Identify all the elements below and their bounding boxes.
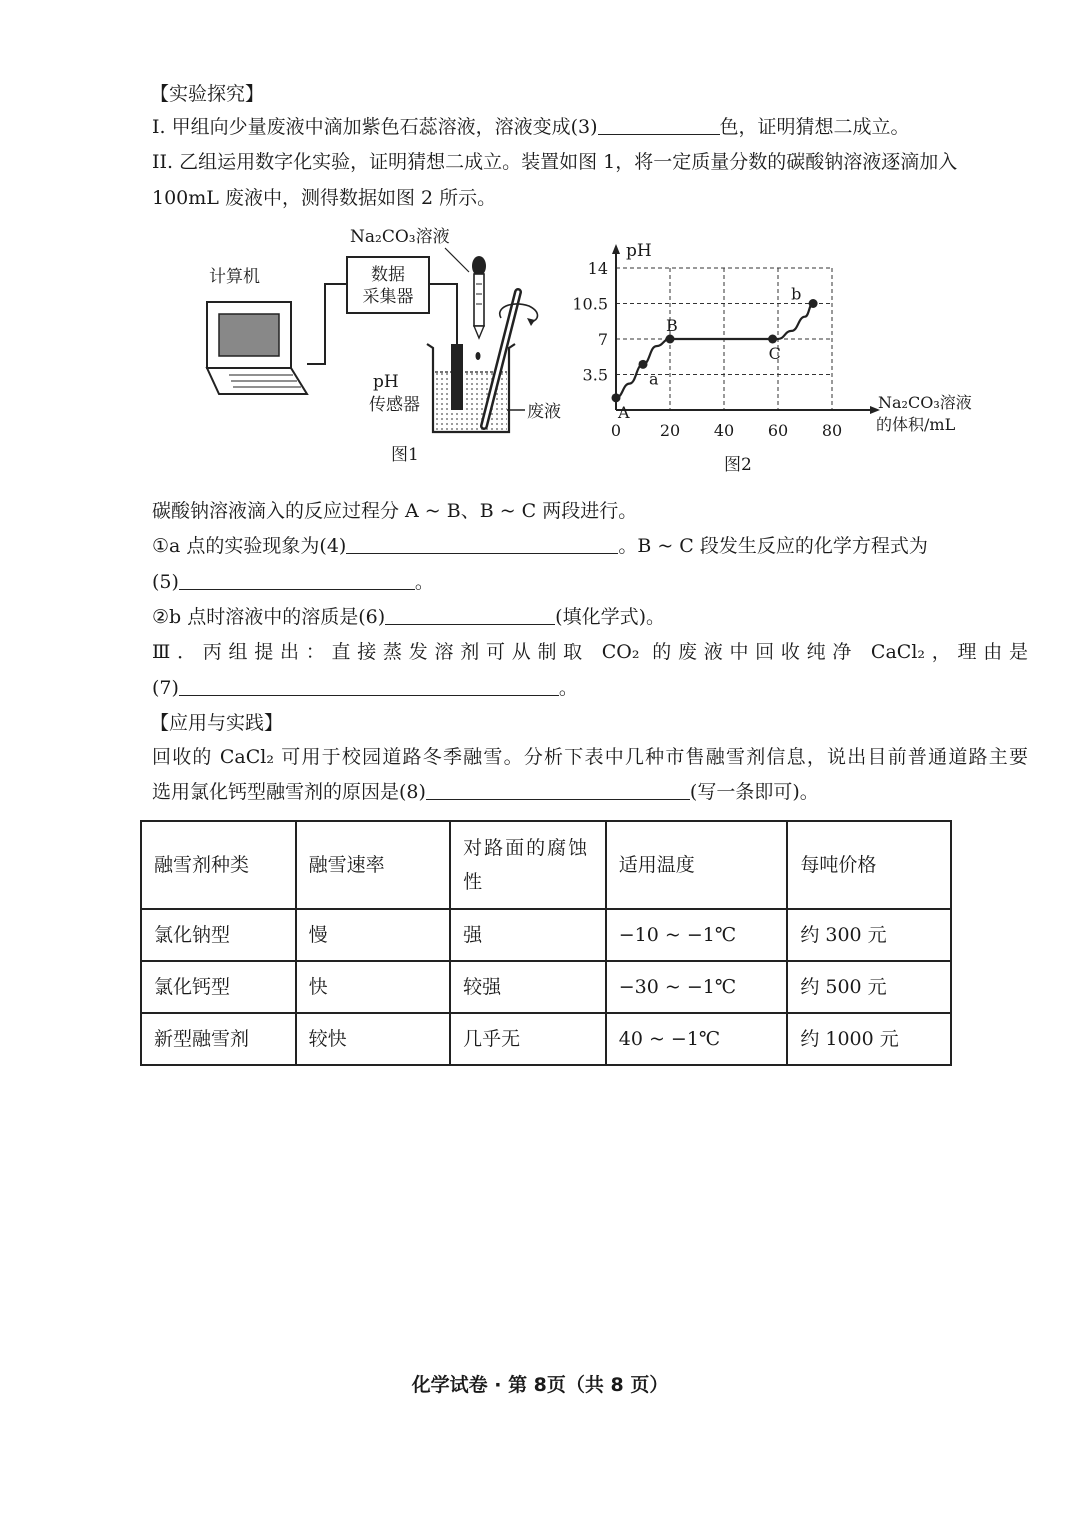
question-3-tail: 色，证明猜想二成立。	[719, 116, 910, 138]
question-8-text: 选用氯化钙型融雪剂的原因是(8)	[152, 781, 426, 803]
table-row	[141, 909, 951, 961]
x-tick-label: 20	[659, 421, 681, 440]
collector-label-1: 数据	[371, 265, 405, 285]
computer-label: 计算机	[209, 267, 260, 287]
question-7-text: (7)	[152, 677, 179, 699]
table-cell: 氯化钙型	[141, 961, 296, 1013]
data-point	[809, 299, 818, 308]
table-cell: 慢	[296, 909, 451, 961]
table-cell: 较强	[450, 961, 606, 1013]
table-header: 融雪剂种类	[141, 821, 296, 909]
y-tick-label: 10.5	[572, 294, 608, 314]
answer-blank-6[interactable]	[385, 604, 555, 625]
x-axis-label-line1: Na₂CO₃溶液	[878, 393, 972, 412]
table-cell: 几乎无	[450, 1013, 606, 1065]
data-point	[612, 393, 621, 402]
question-iii-line1: Ⅲ．丙组提出：直接蒸发溶剂可从制取 CO₂ 的废液中回收纯净 CaCl₂，理由是	[152, 641, 1028, 663]
question-5-text: (5)	[152, 571, 179, 593]
question-8	[152, 778, 819, 806]
question-3	[152, 113, 910, 141]
ph-sensor-probe	[451, 344, 463, 410]
computer-icon	[207, 302, 307, 394]
table-header: 适用温度	[606, 821, 788, 909]
y-axis-label: pH	[626, 241, 652, 261]
reagent-label: Na₂CO₃溶液	[350, 227, 450, 247]
table-header: 融雪速率	[296, 821, 451, 909]
table-cell: 约 500 元	[787, 961, 951, 1013]
chart-axes	[612, 244, 880, 414]
figure-2-caption: 图2	[724, 455, 752, 475]
table-header: 每吨价格	[787, 821, 951, 909]
table-header-row	[141, 821, 951, 909]
chart-ticks	[572, 259, 842, 440]
deicer-table	[140, 820, 952, 1066]
data-point-label: C	[768, 344, 781, 363]
y-tick-label: 7	[597, 330, 608, 349]
question-ii-line2: 100mL 废液中，测得数据如图 2 所示。	[152, 187, 497, 209]
question-5-tail: 。	[414, 571, 434, 593]
x-tick-label: 0	[610, 421, 622, 440]
question-6	[152, 603, 665, 631]
table-cell: −30 ~ −1℃	[606, 961, 788, 1013]
question-7-tail: 。	[558, 677, 578, 699]
question-8-tail: (写一条即可)。	[689, 781, 819, 803]
table-row	[141, 1013, 951, 1065]
table-cell: −10 ~ −1℃	[606, 909, 788, 961]
sensor-label-2: 传感器	[369, 395, 420, 415]
sensor-label-1: pH	[373, 372, 399, 392]
table-cell: 新型融雪剂	[141, 1013, 296, 1065]
answer-blank-7[interactable]	[179, 675, 559, 696]
table-cell: 氯化钠型	[141, 909, 296, 961]
data-point	[666, 335, 675, 344]
segments-paragraph: 碳酸钠溶液滴入的反应过程分 A ~ B、B ~ C 两段进行。	[152, 500, 638, 522]
figure-1-caption: 图1	[391, 445, 419, 465]
x-tick-label: 80	[821, 421, 843, 440]
question-4-text: ①a 点的实验现象为(4)	[152, 535, 347, 557]
y-tick-label: 3.5	[582, 365, 608, 385]
question-ii-line1: II. 乙组运用数字化实验，证明猜想二成立。装置如图 1，将一定质量分数的碳酸钠溶液逐滴加入	[152, 151, 958, 173]
page-footer: 化学试卷 · 第 8页（共 8 页）	[411, 1374, 669, 1396]
question-7	[152, 674, 578, 702]
x-tick-label: 60	[767, 421, 789, 440]
table-cell: 约 300 元	[787, 909, 951, 961]
data-point-label: B	[666, 316, 678, 335]
x-axis-label-line2: 的体积/mL	[876, 415, 956, 434]
figure-2-ph-chart	[570, 232, 990, 482]
section-heading-application: 【应用与实践】	[150, 712, 284, 734]
table-cell: 强	[450, 909, 606, 961]
question-5	[152, 568, 434, 596]
y-tick-label: 14	[587, 259, 608, 278]
waste-label: 废液	[527, 402, 561, 422]
section-heading-experiment: 【实验探究】	[150, 83, 265, 105]
question-4	[152, 532, 928, 560]
data-point-label: b	[791, 284, 802, 304]
x-tick-label: 40	[713, 421, 735, 440]
collector-label-2: 采集器	[362, 287, 414, 307]
table-cell: 约 1000 元	[787, 1013, 951, 1065]
figure-1-apparatus	[195, 222, 575, 472]
table-row	[141, 961, 951, 1013]
chart-points	[612, 285, 818, 422]
table-header: 对路面的腐蚀性	[450, 821, 606, 909]
data-point	[768, 335, 777, 344]
table-cell: 40 ~ −1℃	[606, 1013, 788, 1065]
data-point	[639, 360, 648, 369]
ph-curve	[616, 304, 813, 398]
question-4-tail: 。B ~ C 段发生反应的化学方程式为	[618, 535, 928, 557]
answer-blank-4[interactable]	[346, 533, 618, 554]
answer-blank-3[interactable]	[598, 114, 720, 135]
dropper-icon	[472, 256, 486, 360]
table-cell: 较快	[296, 1013, 451, 1065]
table-cell: 快	[296, 961, 451, 1013]
question-6-text: ②b 点时溶液中的溶质是(6)	[152, 606, 386, 628]
answer-blank-8[interactable]	[426, 779, 690, 800]
question-6-tail: (填化学式)。	[555, 606, 665, 628]
data-point-label: a	[649, 369, 659, 389]
y-axis-arrow	[612, 244, 620, 254]
question-3-text: I. 甲组向少量废液中滴加紫色石蕊溶液，溶液变成(3)	[152, 116, 598, 138]
question-8-line1: 回收的 CaCl₂ 可用于校园道路冬季融雪。分析下表中几种市售融雪剂信息，说出目前普通道路主要	[152, 746, 1028, 768]
data-point-label: A	[618, 402, 630, 422]
answer-blank-5[interactable]	[179, 569, 415, 590]
